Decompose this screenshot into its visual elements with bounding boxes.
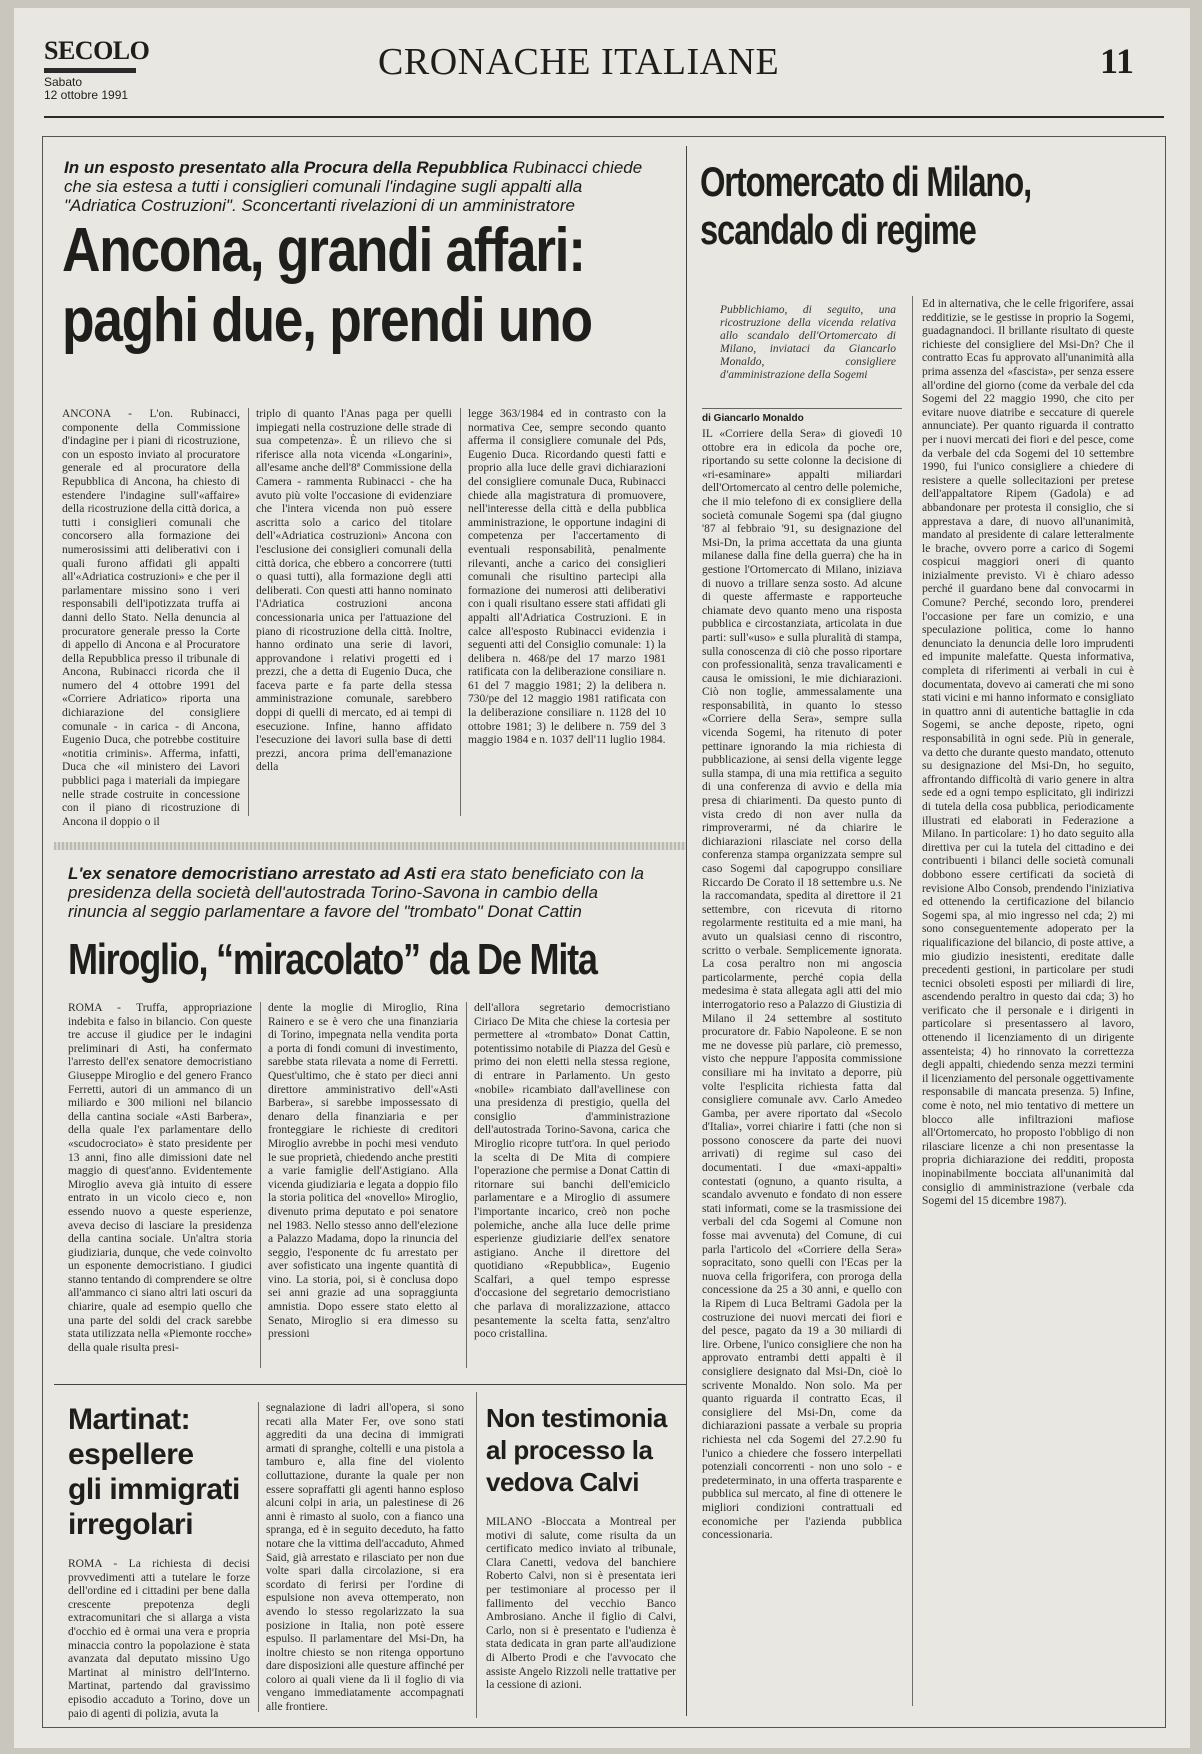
calvi-column-1 — [486, 1516, 676, 1712]
newspaper-brand: SECOLO — [44, 36, 150, 65]
issue-date-text: 12 ottobre 1991 — [44, 88, 129, 102]
calvi-left-divider — [476, 1392, 477, 1718]
miroglio-column-2 — [268, 1002, 458, 1368]
issue-date — [44, 76, 128, 102]
ortomercato-intro: Pubblichiamo, di seguito, una ricostruzione della vicenda relativa allo scandalo dell'Ortomercato di Milano, inviataci da Giancarlo Monaldo, consigliere d'amministrazione della Sogemi — [720, 304, 896, 381]
page-number: 11 — [1099, 41, 1134, 81]
calvi-col1-text: MILANO -Bloccata a Montreal per motivi di salute, come risulta da un certificato medico inviato al tribunale, Clara Canetti, vedova del banchiere Roberto Calvi, non si è presentata ieri per testimoniare al processo per il fallimento del vecchio Banco Ambrosiano. Anche il figlio di Calvi, Carlo, non si è presentato e l'udienza è stata dedicata in gran parte all'audizione di Alberto Prodi e che l'avvocato che assiste Angelo Rizzoli nelle trattative per la cessione di azioni. — [486, 1516, 676, 1692]
ancona-headline-line2: paghi due, prendi uno — [62, 286, 592, 355]
ortomercato-byline: di Giancarlo Monaldo — [702, 408, 902, 424]
ortomercato-article — [694, 146, 1158, 1716]
ancona-column-3 — [468, 408, 666, 816]
ancona-kicker-rest: Rubinacci chiede che sia estesa a tutti i consiglieri comunali l'indagine sugli appalti alla "Adriatica Costruzioni". Sconcertanti rivelazioni di un amministratore — [64, 158, 643, 215]
calvi-headline-line3: vedova Calvi — [486, 1467, 639, 1497]
martinat-headline-line4: irregolari — [68, 1508, 194, 1541]
martinat-column-2 — [266, 1402, 464, 1712]
ortomercato-column-1 — [702, 428, 902, 1708]
ortomercato-headline-line2: scandalo di regime — [700, 206, 976, 253]
ortomercato-col2-text: Ed in alternativa, che le celle frigorifere, assai redditizie, se le gestisse in proprio la Sogemi, guadagnandoci. Il brillante risultato di queste richieste del consigliere del Msi-Dn? Che il contratto Ecas fu approvato all'unanimità alla prima assenza del «fascista», per senza essere all'ordine del giorno (come da verbale del cda Sogemi del 22 maggio 1990, che cito per evitare nuove diatribe e seccature di querele annunciate). Per quanto riguarda il contratto per i nuovi mercati dei fiori e del pesce, come da verbale del cda Sogemi del 10 settembre 1990, fui l'unico consigliere a chiedere di resistere a quelle sollecitazioni per pretese dell'appaltatore Ripem (Gadola) e ad abbandonare per protesta il consiglio, che si apprestava a dare, di nuovo all'unanimità, mandato al presidente di calare letteralmente le brache, ovvero porre a carico di Sogemi cospicui maggiori oneri di quanto inizialmente previsto. Vi è chiaro adesso perché il guardano bene dal convocarmi in Comune? Perché, secondo loro, prenderei l'occasione per fare un comizio, e una speculazione politica, come lo hanno denunciato la denuncia delle loro imprudenti ed impunite malefatte. Questa informativa, completa di riferimenti ai verbali in cui è documentata, dovevo ai camerati che mi sono stati vicini e mi hanno informato e consigliato in quattro anni di autentiche battaglie in cda Sogemi, se anche deposte, ripeto, ogni responsabilità in ogni sede. Più in generale, va detto che durante questo mandato, ottenuto su designazione del Msi-Dn, ho seguito, affrontando difficoltà di vario genere in altra sede ed a ogni tempo esplicitato, gli indirizzi di tutela della cosa pubblica, periodicamente illustrati ed elaborati in Federazione a Milano. In particolare: 1) ho dato seguito alla direttiva per cui la tutela del cittadino e dei contribuenti i bilanci delle società comunali dobbono essere certificati da società di revisione Albo Consob, prendendo l'iniziativa ed ottenendo la certificazione del bilancio Sogemi spa, al mio ingresso nel cda; 2) mi sono conseguentemente adoperato per la riqualificazione del bilancio, di poste attive, a mio giudizio inesistenti, ereditate dalle precedenti gestioni, in particolare per studi tecnici obsoleti esposti per miliardi di lire, ascendendo peraltro in questo dai cda; 3) ho verificato che il personale e i dirigenti in particolare si presentassero al lavoro, ottenendo il licenziamento di un dirigente assenteista; 4) ho rinnovato la correttezza degli appalti, chiedendo senza mezzi termini il licenziamento del personale oggettivamente responsabile di mancata presenza. 5) Infine, come è noto, nel mio tentativo di mettere un blocco alle infiltrazioni mafiose all'Ortomercato, ho proposto l'obbligo di non rilasciare licenze a chi non presentasse la propria dichiarazione dei redditi, proposta inopinabilmente bocciata all'unanimità dal consiglio di amministrazione (verbale cda Sogemi del 15 dicembre 1987). — [922, 298, 1134, 1208]
martinat-headline-line3: gli immigrati — [68, 1473, 240, 1506]
ancona-headline-line1: Ancona, grandi affari: — [62, 216, 585, 285]
masthead-rule — [44, 116, 1164, 118]
miroglio-col-divider-2 — [466, 1002, 467, 1368]
ancona-col-divider-2 — [460, 408, 461, 816]
miroglio-headline: Miroglio, “miracolato” da De Mita — [68, 935, 597, 984]
calvi-article — [484, 1392, 684, 1718]
martinat-column-1 — [68, 1558, 250, 1720]
martinat-col2-text: segnalazione di ladri all'opera, si sono recati alla Mater Fer, ove sono stati aggrediti da una decina di immigrati armati di spranghe, coltelli e una pistola a tamburo e, alla fine del violento colluttazione, durante la quale per non essere sopraffatti gli agenti hanno esploso alcuni colpi in aria, un palestinese di 26 anni è rimasto al suolo, con a fianco una spranga, ed è in seguito deceduto, ha fatto notare che la vittima dell'accaduto, Ahmed Said, già arrestato e rilasciato per non due volte spari dalla circolazione, si era scordato di ferirsi per l'ordine di espulsione non aveva ottemperato, non avendo lo stesso regolarizzato la sua posizione in Italia, non potè essere espulso. Il parlamentare del Msi-Dn, ha inoltre chiesto se non ritenga opportuno dare disposizioni alle questure affinché per coloro ai quali viene da lì il foglio di via vengano immediatamente accompagnati alle frontiere. — [266, 1402, 464, 1714]
brand-underline — [44, 68, 136, 73]
ortomercato-col-divider — [912, 296, 913, 1706]
ancona-kicker-bold: In un esposto presentato alla Procura della Repubblica — [64, 158, 508, 177]
martinat-col-divider — [258, 1402, 259, 1712]
miroglio-column-1 — [68, 1002, 252, 1368]
ortomercato-headline-line1: Ortomercato di Milano, — [700, 158, 1032, 205]
miroglio-col1-text: ROMA - Truffa, appropriazione indebita e falso in bilancio. Con queste tre accuse il giudice per le indagini preliminari di Asti, ha confermato l'arresto dell'ex senatore democristiano Giuseppe Miroglio e del genero Franco Ferretti, autori di un ammanco di un miliardo e 300 milioni nel bilancio della cantina sociale «Asti Barbera», della quale l'ex parlamentare dello «scudocrociato» è stato presidente per 13 anni, fino alle dimissioni date nel maggio di quest'anno. Evidentemente Miroglio aveva già intuito di essere entrato in un vicolo cieco e, non essendo nuovo a queste esperienze, aveva deciso di lasciare la presidenza della cantina sociale. Un'altra storia giudiziaria, dunque, che vede coinvolto un esponente democristiano. I giudici stanno tentando di comprendere se oltre all'ammanco ci siano altri lati oscuri da chiarire, quale ad esempio quello che una parte del soldi del crack sarebbe stata utilizzata nella «Piemonte rocche» della quale risulta presi- — [68, 1002, 252, 1354]
miroglio-kicker — [68, 864, 658, 921]
miroglio-article — [54, 858, 686, 1378]
ancona-column-1 — [62, 408, 240, 828]
martinat-col1-text: ROMA - La richiesta di decisi provvedimenti atti a tutelare le forze dell'ordine ed i cittadini per bene dalla crescente prepotenza degli extracomunitari che si allarga a vista d'occhio ed è ormai una vera e propria minaccia contro la popolazione è stata avanzata dal deputato missino Ugo Martinat al ministro dell'Interno. Martinat, partendo dal gravissimo episodio accaduto a Torino, dove un paio di agenti di polizia, avuta la — [68, 1558, 250, 1720]
newspaper-page — [14, 8, 1190, 1748]
section-title: CRONACHE ITALIANE — [378, 41, 780, 83]
calvi-headline-line2: al processo la — [486, 1435, 653, 1465]
ortomercato-column-2 — [922, 298, 1134, 1708]
miroglio-col2-text: dente la moglie di Miroglio, Rina Rainero e se è vero che una finanziaria di Torino, impegnata nella vendita porta a porta di fondi comuni di investimento, sarebbe stata rilevata a nome di Ferretti. Quest'ultimo, che è stato per dieci anni direttore amministrativo dell'«Asti Barbera», si sarebbe impossessato di denaro della finanziaria e per fronteggiare le richieste di creditori Miroglio avrebbe in pochi mesi venduto le sue proprietà, chiedendo anche prestiti a varie famiglie dell'Astigiano. Alla vicenda giudiziaria e legata a doppio filo la storia politica del «novello» Miroglio, divenuto prima deputato e poi senatore nel 1983. Nello stesso anno dell'elezione a Palazzo Madama, dopo la rinuncia del seggio, l'esponente dc fu arrestato per aver sofisticato una ingente quantità di vino. La storia, poi, si è conclusa dopo sei anni grazie ad una sopraggiunta amnistia. Dopo essere stato eletto al Senato, Miroglio si era dimesso su pressioni — [268, 1002, 458, 1341]
miroglio-col3-text: dell'allora segretario democristiano Ciriaco De Mita che chiese la cortesia per permettere al «trombato» Donat Cattin, potentissimo notabile di Piazza del Gesù e primo dei non eletti nella stessa regione, di entrare in Parlamento. Un gesto «nobile» ricambiato dall'avellinese con una presidenza di prestigio, quella del consiglio d'amministrazione dell'autostrada Torino-Savona, carica che Miroglio ricopre tutt'ora. In quel periodo la scelta di De Mita di compiere l'operazione che permise a Donat Cattin di ritornare sui banchi dell'emiciclo parlamentare e a Miroglio di assumere l'importante incarico, creò non poche polemiche, anche alla luce delle prime esperienze giudiziarie dell'ex senatore astigiano. Anche il direttore del quotidiano «Repubblica», Eugenio Scalfari, a quel tempo espresse d'occasione del segretario democristiano che parlava di moralizzazione, attacco pesantemente la scelta fatta, senz'altro poco cristallina. — [474, 1002, 670, 1341]
ancona-col-divider-1 — [248, 408, 249, 816]
miroglio-kicker-bold: L'ex senatore democristiano arrestato ad Asti — [68, 864, 437, 883]
miroglio-kicker-rest: era stato beneficiato con la presidenza della società dell'autostrada Torino-Savona in cambio della rinuncia al seggio parlamentare a favore del "trombato" Donat Cattin — [68, 864, 645, 921]
ancona-article — [54, 146, 686, 826]
martinat-headline-block — [68, 1402, 248, 1542]
main-vertical-divider — [686, 146, 687, 1716]
ortomercato-col1-text: IL «Corriere della Sera» di giovedì 10 ottobre era in edicola da poche ore, riportando su sette colonne la decisione di «ri-esaminare» appalti miliardari dell'Ortomercato al centro delle polemiche, che il mio telefono di ex consigliere della società comunale Sogemi spa (dal giugno '87 al febbraio '91, su designazione del Msi-Dn, la prima accettata da una giunta milanese dalla fine della guerra) che ha in gestione l'Ortomercato di Milano, iniziava di nuovo a trillare senza sosto. Ad alcune di queste affermaste e rapporteuche chiamate devo quanto meno una risposta pubblica e circostanziata, articolata in due parti: sull'«uso» e sulla pluralità di stampa, sulla conoscenza di ciò che posso riportare con professionalità, senza travalicamenti e causa le omissioni, le mie dichiarazioni. Ciò non toglie, ammessalamente una responsabilità, in quanto lo stesso «Corriere della Sera», sempre sulla vicenda Sogemi, ha ritenuto di poter pettinare ignorando la mia richiesta di pubblicazione, ai sensi della vigente legge sulla stampa, di una mia rettifica a seguito di una conferenza di avvio e della mia presa di chiarimenti. Da questo punto di vista credo di non aver nulla da rimproverarmi, né da chiarire le dichiarazioni rilasciate nel corso della conferenza stampa organizzata sempre sul caso Sogemi dal capogruppo consiliare Riccardo De Corato il 18 settembre u.s. Ne la raccomandata, spedita al direttore il 21 settembre, con ricevuta di ritorno regolarmente restituita ed a mie mani, ha avuto un qualsiasi cenno di riscontro, scritto o verbale. Semplicemente ignorata. La cosa peraltro non mi angoscia particolarmente, perché copia della medesima è stata allegata agli atti del mio interrogatorio reso a Palazzo di Giustizia di Milano il 24 settembre al sostituto procuratore dr. Fabio Napoleone. E se non me ne dovesse più parlare, ciò premesso, visto che neppure l'apposita commissione consiliare mi ha invitato a deporre, più volte l'esplicita richiesta fatta dal consigliere comunale avv. Carlo Amedeo Gamba, per avere riportato dal «Secolo d'Italia», vorrei chiarire i fatti (che non si possono conoscere da parte dei nuovi arrivati) di regime sul caso dei documentati. I due «maxi-appalti» contestati (ognuno, a quanto risulta, a scandalo avvenuto e fondato di non essere stati informati, come se la trasmissione dei verbali del cda Sogemi al Comune non fosse mai avvenuta) del Comune, di cui parla l'articolo del «Corriere della Sera» sopracitato, sono quelli con l'Ecas per la nuova cella frigorifera, con proroga della concessione da 25 a 30 anni, e quello con la Ripem di Luca Beltrami Gadola per la costruzione dei nuovi mercati dei fiori e del pesce, pagato da 19 a 30 miliardi di lire. Orbene, l'unico consigliere che non ha approvato entrambi detti appalti è il consigliere designato dal Msi-Dn, cioè lo scrivente Monaldo. Non solo. Ma per quanto riguarda il contratto Ecas, il consigliere del Msi-Dn, come da dichiarazioni passate a verbale su propria richiesta nel cda Sogemi del 27.2.90 fu l'unico a chiedere che fossero interpellati potenziali concorrenti - non uno solo - e predeterminato, in una offerta trasparente e pubblica sul mercato, al fine di ottenere le migliori condizioni contrattuali ed economiche per l'azienda pubblica concessionaria. — [702, 428, 902, 1542]
miroglio-col-divider-1 — [260, 1002, 261, 1368]
ancona-column-2 — [256, 408, 452, 816]
miroglio-column-3 — [474, 1002, 670, 1368]
issue-day: Sabato — [44, 75, 83, 89]
martinat-headline-line1: Martinat: — [68, 1403, 191, 1436]
lower-section-rule — [54, 1384, 686, 1385]
ancona-col2-text: triplo di quanto l'Anas paga per quelli impiegati nella costruzione delle strade di sua competenza». È un rilievo che si riferisce alla nota vicenda «Longarini», all'esame anche dell'8ª Commissione della Camera - rammenta Rubinacci - che ha avuto più volte l'occasione di evidenziare che l'intera vicenda non può essere ascritta solo a carico del titolare dell'«Adriatica costruzioni» Ancona con l'esclusione dei consiglieri comunali della città dorica, che ebbero a concorrere (tutti o quasi tutti), alla formazione degli atti deliberati. Con questi atti hanno nominato l'Adriatica costruzioni ancona concessionaria unica per l'attuazione del piano di ricostruzione della città. Inoltre, hanno ordinato una serie di lavori, approvandone i relativi progetti ed i prezzi, che a detta di Eugenio Duca, che faceva parte e fa parte della stessa amministrazione comunale, sarebbero doppi di quelli di mercato, ed ai tempi di esecuzione. Infine, hanno affidato l'esecuzione dei lavori sulla base di detti prezzi, ancora prima dell'emanazione della — [256, 408, 452, 774]
martinat-headline-line2: espellere — [68, 1438, 194, 1471]
ancona-col1-text: ANCONA - L'on. Rubinacci, componente della Commissione d'indagine per i piani di ricostruzione, con un esposto inviato al procuratore generale ed al procuratore della Repubblica di Ancona, ha chiesto di estendere l'indagine sull'«affaire» della ricostruzione della città dorica, a tutti i consiglieri comunali che concorsero alla formazione dei numerosissimi atti deliberativi con i quali furono affidati gli appalti all'«Adriatica costruzioni» e che per il parlamentare missino sono i veri responsabili dell'ipotizzata truffa ai danni dello Stato. Nella denuncia al procuratore generale presso la Corte di appello di Ancona e al Procuratore della Repubblica presso il tribunale di Ancona, Rubinacci ricorda che il numero del 4 ottobre 1991 del «Corriere Adriatico» riporta una dichiarazione del consigliere comunale - in carica - di Ancona, Eugenio Duca, che potrebbe costituire «notitia criminis». Afferma, infatti, Duca che «il ministero dei Lavori pubblici paga i materiali da impiegare nelle strade costruite in concessione con il piano di ricostruzione di Ancona il doppio o il — [62, 408, 240, 828]
ancona-kicker — [64, 158, 644, 215]
ancona-col3-text: legge 363/1984 ed in contrasto con la normativa Cee, sempre secondo quanto afferma il consigliere comunale del Pds, Eugenio Duca. Ricordando questi fatti e proprio alla luce delle gravi dichiarazioni del consigliere comunale Duca, Rubinacci chiede alla magistratura di promuovere, nell'interesse della città e della pubblica amministrazione, le opportune indagini di competenza per l'accertamento di eventuali responsabilità, penalmente rilevanti, anche a carico dei consiglieri comunali che risultino partecipi alla formazione dei numerosi atti deliberativi con i quali risultano essere stati affidati gli appalti all'Adriatica Costruzioni. E in calce all'esposto Rubinacci evidenzia i seguenti atti del Consiglio comunale: 1) la delibera n. 468/pe del 17 marzo 1981 ratificata con la deliberazione consiliare n. 61 del 7 maggio 1981; 2) la delibera n. 730/pe del 12 maggio 1981 ratificata con la deliberazione consiliare n. 1128 del 10 ottobre 1981; 3) le delibere n. 759 del 3 maggio 1984 e n. 1037 dell'11 luglio 1984. — [468, 408, 666, 747]
masthead — [44, 36, 1164, 106]
separator-band — [54, 842, 686, 850]
martinat-article — [54, 1392, 474, 1718]
calvi-headline-line1: Non testimonia — [486, 1403, 667, 1433]
